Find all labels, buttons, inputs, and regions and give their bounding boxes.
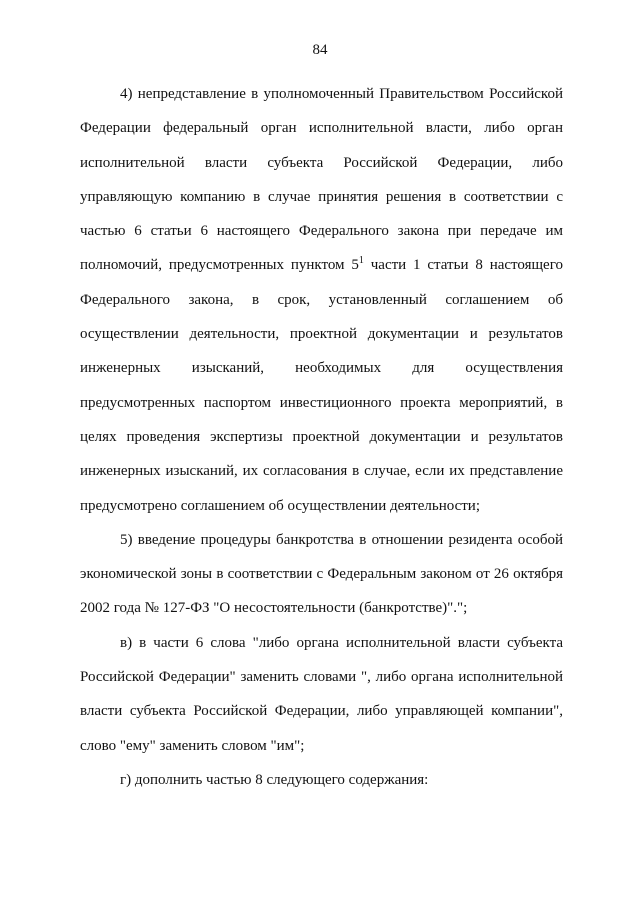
paragraph-item-4 bbox=[80, 77, 563, 523]
paragraph-text: 4) непредставление в уполномоченный Правительством Российской Федерации федеральный орган исполнительной власти, либо орган исполнительной власти субъекта Российской Федерации, либо управляющую компанию в случае принятия решения в соответствии с частью 6 статьи 6 настоящего Федерального закона при передаче им полномочий, предусмотренных пунктом 5 bbox=[80, 86, 563, 274]
paragraph-text-continued: части 1 статьи 8 настоящего Федерального закона, в срок, установленный соглашением об осуществлении деятельности, проектной документации и результатов инженерных изысканий, необходимых для осуществления предусмотренных паспортом инвестиционного проекта мероприятий, в целях проведения экспертизы проектной документации и результатов инженерных изысканий, их согласования в случае, если их представление предусмотрено соглашением об осуществлении деятельности; bbox=[80, 257, 563, 514]
paragraph-amendment-g: г) дополнить частью 8 следующего содержания: bbox=[120, 771, 429, 788]
paragraph-amendment-v: в) в части 6 слова "либо органа исполнительной власти субъекта Российской Федерации" заменить словами ", либо органа исполнительной власти субъекта Российской Федерации, либо управляющей компании", слово "ему" заменить словом "им"; bbox=[80, 634, 563, 754]
paragraph-item-5: 5) введение процедуры банкротства в отношении резидента особой экономической зоны в соответствии с Федеральным законом от 26 октября 2002 года № 127-ФЗ "О несостоятельности (банкротстве)"."; bbox=[80, 531, 563, 617]
superscript-index: 1 bbox=[358, 255, 364, 267]
document-body bbox=[80, 77, 563, 797]
page-number: 84 bbox=[312, 42, 328, 58]
